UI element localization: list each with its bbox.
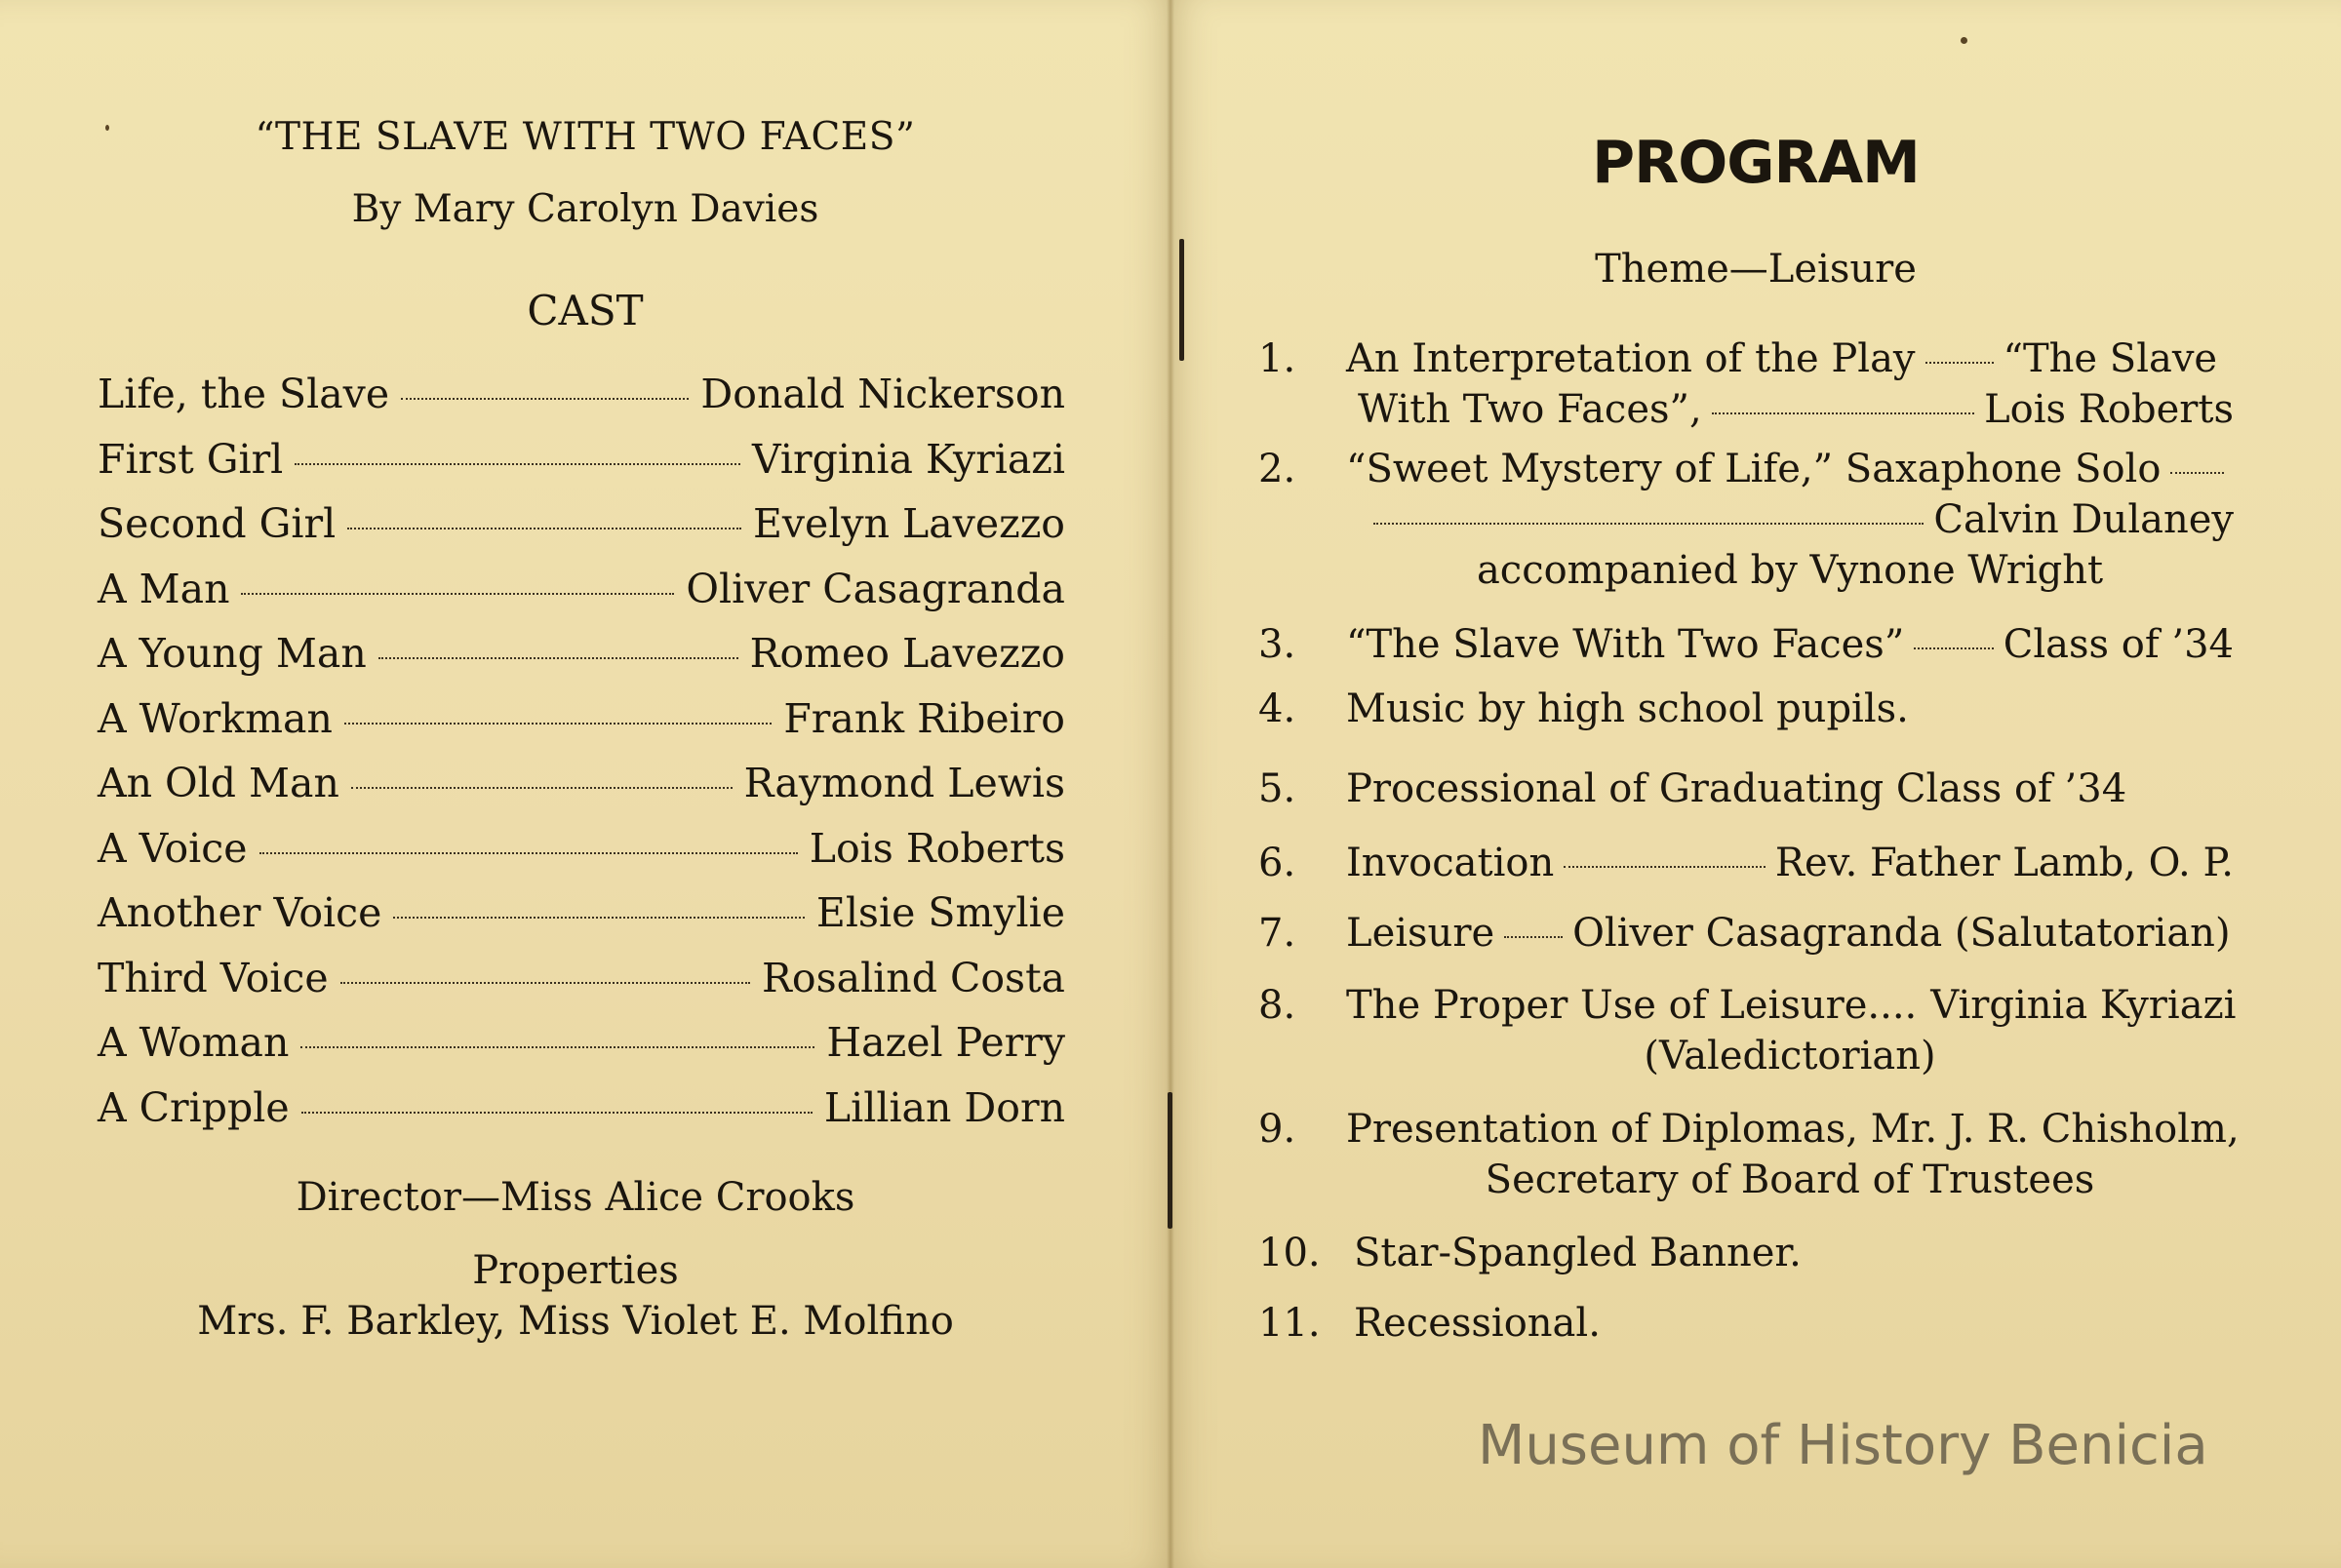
cast-role: An Old Man [98, 760, 339, 806]
cast-list [98, 371, 1065, 1149]
leader-dots [378, 657, 738, 659]
program-item [1258, 911, 2234, 961]
cast-actor: Elsie Smylie [815, 889, 1065, 936]
cast-actor: Donald Nickerson [700, 371, 1065, 417]
play-title: “THE SLAVE WITH TWO FACES” [255, 115, 916, 159]
item-text: Presentation of Diplomas, Mr. J. R. Chisholm, [1346, 1107, 2240, 1152]
leader-dots [1914, 647, 1993, 649]
cast-row [98, 1084, 1065, 1150]
cast-actor: Romeo Lavezzo [749, 630, 1065, 677]
leader-dots [1373, 523, 1924, 525]
cast-role: A Man [98, 565, 230, 612]
item-number: 5. [1258, 766, 1296, 811]
program-item [1258, 447, 2234, 599]
cast-row [98, 760, 1065, 825]
leader-dots [347, 528, 741, 529]
cast-actor: Lillian Dorn [823, 1083, 1065, 1131]
cast-row [98, 1019, 1065, 1084]
item-text: The Proper Use of Leisure.... [1346, 983, 1918, 1028]
item-number: 11. [1258, 1301, 1321, 1346]
leader-dots [340, 982, 750, 984]
item-text: Secretary of Board of Trustees [1485, 1157, 2095, 1202]
cast-actor: Lois Roberts [809, 824, 1065, 872]
item-number: 6. [1258, 841, 1296, 885]
staple-bottom [1168, 1092, 1172, 1229]
program-item [1258, 336, 2234, 438]
item-text: “The Slave [2003, 336, 2218, 381]
director-credit: Director—Miss Alice Crooks [296, 1175, 855, 1220]
cast-row [98, 371, 1065, 436]
item-number: 10. [1258, 1231, 1321, 1275]
program-item [1258, 622, 2234, 673]
item-text: Music by high school pupils. [1346, 686, 1909, 731]
cast-role: Third Voice [98, 954, 329, 1001]
item-text: An Interpretation of the Play [1346, 336, 1916, 381]
program-item [1258, 766, 2234, 817]
cast-heading: CAST [527, 287, 644, 334]
item-number: 9. [1258, 1107, 1296, 1152]
program-item [1258, 1107, 2240, 1208]
properties-names: Mrs. F. Barkley, Miss Violet E. Molfino [197, 1299, 954, 1344]
leader-dots [241, 593, 674, 595]
leader-dots [344, 723, 772, 725]
cast-role: A Workman [98, 694, 333, 742]
cast-actor: Rosalind Costa [762, 954, 1065, 1001]
cast-actor: Hazel Perry [826, 1019, 1065, 1066]
item-number: 3. [1258, 622, 1296, 667]
cast-actor: Oliver Casagranda [686, 565, 1065, 612]
cast-row [98, 695, 1065, 761]
leader-dots [259, 852, 798, 854]
item-text: Oliver Casagranda (Salutatorian) [1572, 911, 2231, 956]
leader-dots [300, 1046, 814, 1048]
play-author: By Mary Carolyn Davies [351, 187, 819, 231]
item-number: 8. [1258, 983, 1296, 1028]
leader-dots [401, 398, 689, 400]
leader-dots [295, 463, 740, 465]
cast-role: A Woman [98, 1019, 290, 1066]
program-item [1258, 686, 2234, 737]
cast-actor: Virginia Kyriazi [752, 435, 1065, 483]
program-theme: Theme—Leisure [1595, 247, 1917, 292]
cast-role: Life, the Slave [98, 371, 390, 417]
cast-row [98, 436, 1065, 501]
item-text: Calvin Dulaney [1933, 497, 2234, 542]
cast-actor: Evelyn Lavezzo [752, 500, 1065, 547]
cast-role: Second Girl [98, 500, 337, 547]
cast-row [98, 889, 1065, 955]
item-number: 7. [1258, 911, 1296, 956]
program-title: PROGRAM [1592, 129, 1920, 197]
paper-speck [1961, 37, 1967, 44]
properties-heading: Properties [472, 1248, 679, 1293]
leader-dots [1564, 866, 1766, 868]
item-number: 4. [1258, 686, 1296, 731]
museum-watermark: Museum of History Benicia [1478, 1414, 2208, 1477]
leader-dots [351, 787, 733, 789]
program-item [1258, 841, 2234, 891]
item-text: Lois Roberts [1984, 387, 2234, 432]
cast-actor: Frank Ribeiro [783, 694, 1065, 742]
item-text: “The Slave With Two Faces” [1346, 622, 1905, 667]
booklet-fold [1167, 0, 1174, 1568]
item-text: accompanied by Vynone Wright [1476, 548, 2104, 593]
item-text: Virginia Kyriazi [1930, 983, 2237, 1028]
cast-role: Another Voice [98, 889, 382, 936]
cast-row [98, 566, 1065, 631]
cast-role: A Voice [98, 824, 248, 872]
item-text: With Two Faces”, [1358, 387, 1702, 432]
leader-dots [1925, 362, 1994, 364]
program-item [1258, 1231, 2234, 1281]
item-text: Processional of Graduating Class of ’34 [1346, 766, 2127, 811]
cast-row [98, 500, 1065, 566]
item-number: 2. [1258, 447, 1296, 491]
item-text: “Sweet Mystery of Life,” Saxaphone Solo [1346, 447, 2162, 491]
cast-role: A Young Man [98, 630, 367, 677]
item-text: Rev. Father Lamb, O. P. [1774, 841, 2234, 885]
leader-dots [2170, 472, 2224, 474]
program-item [1258, 983, 2237, 1084]
leader-dots [301, 1112, 813, 1114]
leader-dots [393, 917, 805, 919]
cast-role: A Cripple [98, 1083, 290, 1131]
item-number: 1. [1258, 336, 1296, 381]
program-item [1258, 1301, 2234, 1352]
item-text: Star-Spangled Banner. [1354, 1231, 1802, 1275]
cast-row [98, 955, 1065, 1020]
cast-role: First Girl [98, 435, 284, 483]
item-text: Invocation [1346, 841, 1555, 885]
cast-row [98, 630, 1065, 695]
item-text: Class of ’34 [2003, 622, 2234, 667]
item-text: Recessional. [1354, 1301, 1601, 1346]
leader-dots [1504, 936, 1563, 938]
item-text: (Valedictorian) [1644, 1034, 1936, 1078]
cast-actor: Raymond Lewis [743, 760, 1065, 806]
cast-row [98, 825, 1065, 890]
item-text: Leisure [1346, 911, 1495, 956]
leader-dots [1712, 412, 1974, 414]
